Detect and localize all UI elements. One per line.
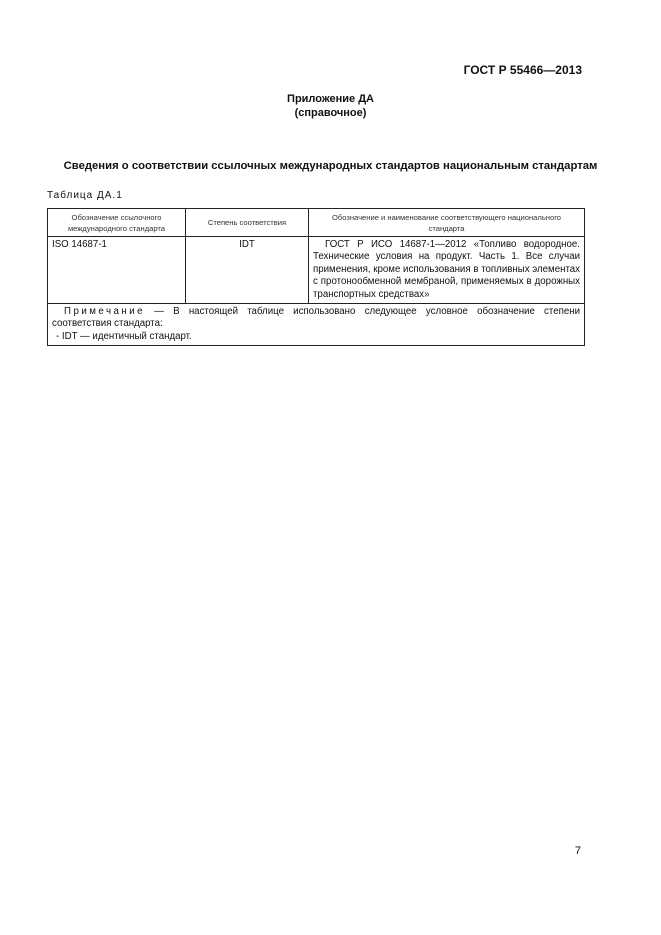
note-item: - IDT — идентичный стандарт.: [56, 330, 192, 342]
document-code: ГОСТ Р 55466—2013: [463, 63, 582, 77]
page-number: 7: [574, 845, 581, 857]
appendix-heading: [0, 92, 661, 120]
column-header: Обозначение и наименование соответствующего национального стандарта: [309, 209, 585, 237]
degree-cell: IDT: [186, 237, 309, 304]
note-text: — В настоящей таблице использовано следующее условное обозначение степени соответствия стандарта:: [52, 306, 580, 330]
note-label: Примечание: [64, 306, 146, 318]
table-row: [48, 237, 585, 304]
section-title: Сведения о соответствии ссылочных международных стандартов национальным стандартам: [63, 160, 598, 172]
note-cell: [48, 304, 585, 346]
note-row: [48, 304, 585, 346]
appendix-title: Приложение ДА: [287, 93, 374, 105]
column-header: Степень соответствия: [186, 209, 309, 237]
correspondence-table: [47, 208, 585, 346]
table-label: Таблица ДА.1: [47, 190, 123, 201]
national-standard-cell: ГОСТ Р ИСО 14687-1—2012 «Топливо водородное. Технические условия на продукт. Часть 1. Все случаи применения, кроме использования в топливных элементах с протонообменной мембраной, применяемых в дорожных транспортных средствах»: [309, 237, 585, 304]
table-header-row: [48, 209, 585, 237]
appendix-subtitle: (справочное): [294, 107, 367, 119]
column-header: Обозначение ссылочного международного стандарта: [48, 209, 186, 237]
ref-standard-cell: ISO 14687-1: [48, 237, 186, 304]
